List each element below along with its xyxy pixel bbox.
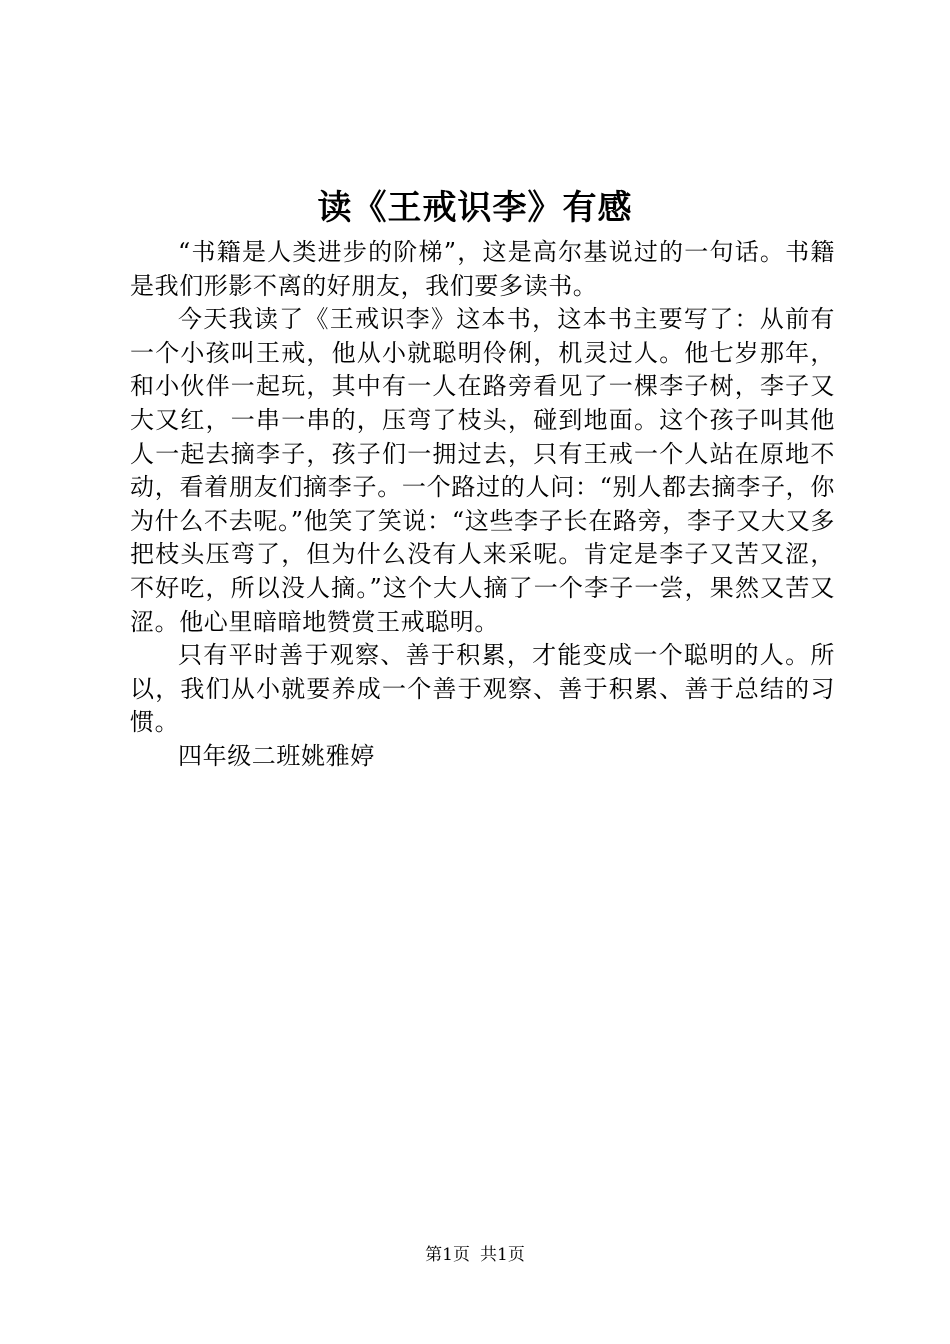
document-title: 读《王戒识李》有感 <box>317 188 633 228</box>
author-signature: 四年级二班姚雅婷 <box>178 741 375 770</box>
paragraph-intro: “书籍是人类进步的阶梯”，这是高尔基说过的一句话。书籍是我们形影不离的好朋友，我们要多读书。 <box>130 238 835 300</box>
paragraph-story: 今天我读了《王戒识李》这本书，这本书主要写了：从前有一个小孩叫王戒，他从小就聪明伶俐，机灵过人。他七岁那年，和小伙伴一起玩，其中有一人在路旁看见了一棵李子树，李子又大又红，一串一串的，压弯了枝头，碰到地面。这个孩子叫其他人一起去摘李子，孩子们一拥过去，只有王戒一个人站在原地不动，看着朋友们摘李子。一个路过的人问：“别人都去摘李子，你为什么不去呢。”他笑了笑说：“这些李子长在路旁，李子又大又多把枝头压弯了，但为什么没有人来采呢。肯定是李子又苦又涩，不好吃，所以没人摘。”这个大人摘了一个李子一尝，果然又苦又涩。他心里暗暗地赞赏王戒聪明。 <box>130 305 835 636</box>
paragraph-conclusion: 只有平时善于观察、善于积累，才能变成一个聪明的人。所以，我们从小就要养成一个善于观察、善于积累、善于总结的习惯。 <box>130 641 835 737</box>
document-body <box>130 236 835 774</box>
page-footer <box>0 1244 950 1266</box>
page-total: 共1页 <box>480 1245 525 1265</box>
page-number: 第1页 <box>425 1245 470 1265</box>
